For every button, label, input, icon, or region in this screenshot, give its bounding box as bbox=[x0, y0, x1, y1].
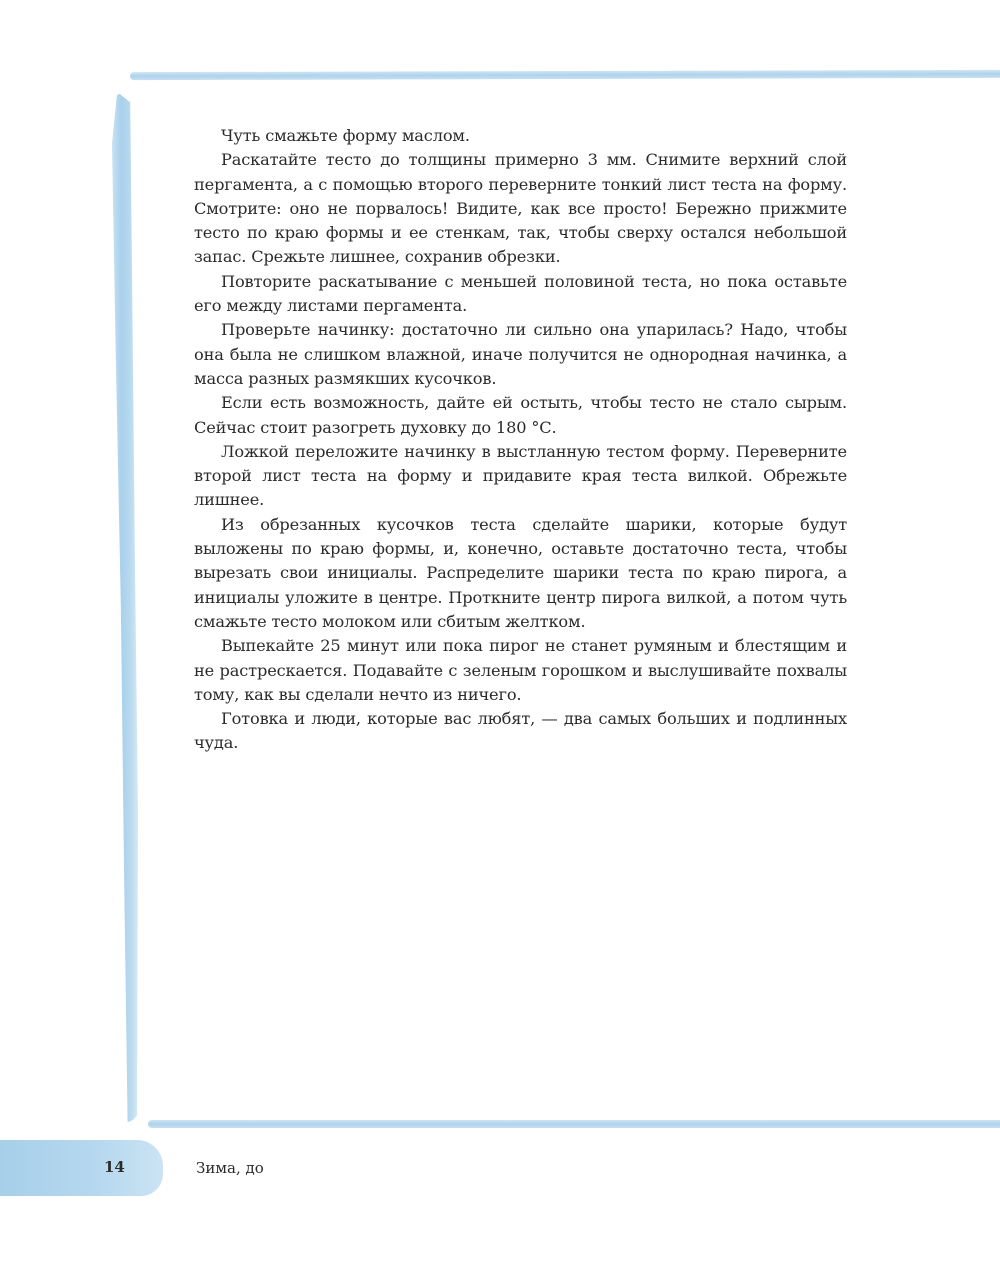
paragraph: Проверьте начинку: достаточно ли сильно она упарилась? Надо, чтобы она была не слишком влажной, иначе получится не однородная начинка, а масса разных размякших кусочков. bbox=[194, 320, 847, 388]
paragraph: Из обрезанных кусочков теста сделайте шарики, которые будут выложены по краю формы, и, конечно, оставьте достаточно теста, чтобы вырезать свои инициалы. Распределите шарики теста по краю пирога, а инициалы уложите в центре. Проткните центр пирога вилкой, а потом чуть смажьте тесто молоком или сбитым желтком. bbox=[194, 514, 847, 631]
decorative-top-brush-stroke bbox=[130, 70, 1000, 80]
paragraph: Готовка и люди, которые вас любят, — два самых больших и подлинных чуда. bbox=[194, 709, 847, 753]
page-number: 14 bbox=[104, 1158, 125, 1176]
paragraph: Раскатайте тесто до толщины примерно 3 мм. Снимите верхний слой пергамента, а с помощью второго переверните тонкий лист теста на форму. Смотрите: оно не порвалось! Видите, как все просто! Бережно прижмите тесто по краю формы и ее стенкам, так, чтобы сверху остался небольшой запас. Срежьте лишнее, сохранив обрезки. bbox=[194, 150, 847, 267]
paragraph: Повторите раскатывание с меньшей половиной теста, но пока оставьте его между листами пергамента. bbox=[194, 271, 847, 316]
recipe-text bbox=[194, 124, 847, 756]
decorative-left-brush-stroke bbox=[112, 92, 138, 1122]
paragraph: Ложкой переложите начинку в выстланную тестом форму. Переверните второй лист теста на форму и придавите края теста вилкой. Обрежьте лишнее. bbox=[194, 441, 847, 510]
paragraph: Чуть смажьте форму маслом. bbox=[221, 126, 470, 145]
paragraph: Если есть возможность, дайте ей остыть, чтобы тесто не стало сырым. Сейчас стоит разогреть духовку до 180 °С. bbox=[194, 393, 847, 437]
paragraph: Выпекайте 25 минут или пока пирог не станет румяным и блестящим и не растрескается. Подавайте с зеленым горошком и выслушивайте похвалы тому, как вы сделали нечто из ничего. bbox=[194, 636, 847, 704]
running-title: Зима, до bbox=[196, 1159, 264, 1177]
decorative-bottom-brush-stroke bbox=[148, 1120, 1000, 1128]
page-number-badge bbox=[0, 1140, 163, 1196]
